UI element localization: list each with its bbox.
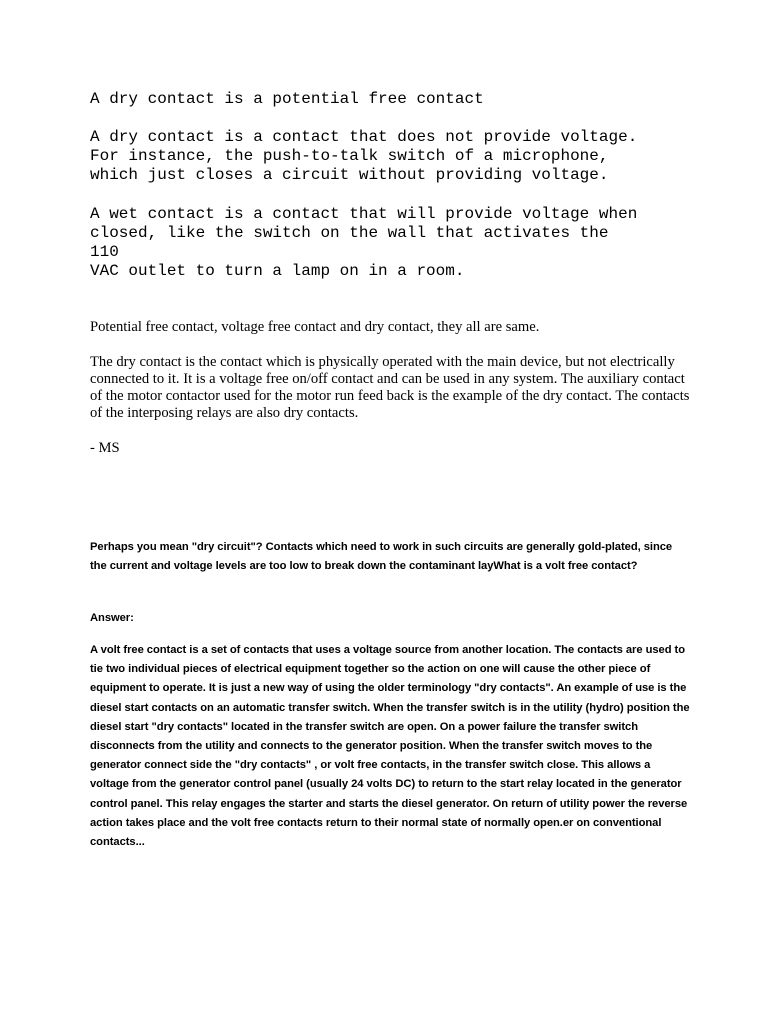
signature: - MS <box>90 440 120 456</box>
mono-heading: A dry contact is a potential free contact <box>90 90 484 108</box>
answer-label: Answer: <box>90 612 134 624</box>
dry-contact-detail-paragraph: The dry contact is the contact which is physically operated with the main device, but not electrically connected to it. It is a voltage free on/off contact and can be used in any system. The auxiliary contact of the motor contactor used for the motor run feed back is the example of the dry contact. The contacts of the interposing relays are also dry contacts. <box>90 354 690 421</box>
answer-paragraph: A volt free contact is a set of contacts that uses a voltage source from another location. The contacts are used to tie two individual pieces of electrical equipment together so the action on one will cause the other piece of equipment to operate. It is just a new way of using the older terminology "dry contacts". An example of use is the diesel start contacts on an automatic transfer switch. When the transfer switch is in the utility (hydro) position the diesel start "dry contacts" located in the transfer switch are open. On a power failure the transfer switch disconnects from the utility and connects to the generator position. When the transfer switch moves to the generator connect side the "dry contacts" , or volt free contacts, in the transfer switch close. This allows a voltage from the generator control panel (usually 24 volts DC) to return to the start relay located in the generator control panel. This relay engages the starter and starts the diesel generator. On return of utility power the reverse action takes place and the volt free contacts return to their normal state of normally open.er on conventional contacts... <box>90 644 690 849</box>
dry-contact-paragraph: A dry contact is a contact that does not provide voltage. For instance, the push-to-talk switch of a microphone, which just closes a circuit without providing voltage. <box>90 128 638 184</box>
same-contacts-paragraph: Potential free contact, voltage free contact and dry contact, they all are same. <box>90 319 540 335</box>
question-paragraph: Perhaps you mean "dry circuit"? Contacts which need to work in such circuits are generally gold-plated, since the current and voltage levels are too low to break down the contaminant layWhat is a volt free contact? <box>90 541 673 573</box>
wet-contact-paragraph: A wet contact is a contact that will provide voltage when closed, like the switch on the wall that activates the 110 VAC outlet to turn a lamp on in a room. <box>90 205 638 280</box>
